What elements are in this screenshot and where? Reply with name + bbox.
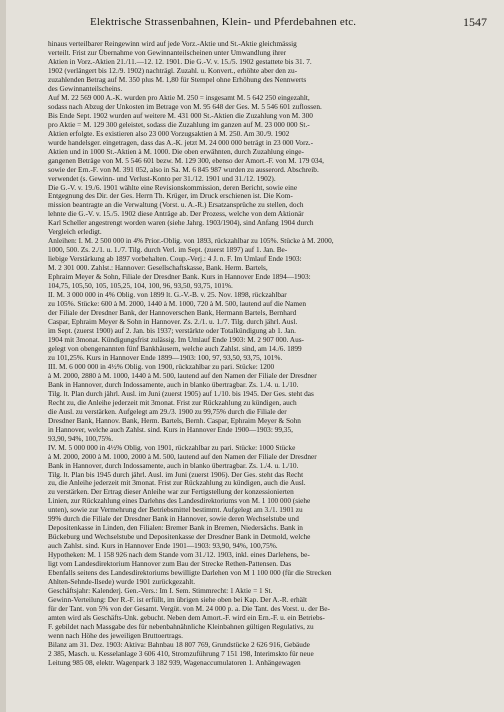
text-line: 93,90, 94%, 100,75%. (48, 434, 114, 443)
text-line: gelegt von obengenannten fünf Bankhäusern, welche auch Zahlst. sind, am 14./6. 1899 (48, 344, 302, 353)
text-line: wurde handelsger. eingetragen, dass das A.-K. jetzt M. 24 000 000 beträgt in 23 000 Vorz.- (48, 138, 313, 147)
text-line: Leitung 985 08, elektr. Wagenpark 3 182 939, Wagenaccumulatoren 1. Anhängewagen (48, 658, 301, 667)
text-line: Auf M. 22 569 000 A.-K. wurden pro Aktie M. 250 = insgesamt M. 5 642 250 eingezahlt, (48, 93, 310, 102)
text-line: Hypotheken: M. 1 158 926 nach dem Stande vom 31./12. 1903, inkl. eines Darlehens, be- (48, 551, 310, 560)
text-line: Dresdner Bank, Hannov. Bank, Herm. Bartels, Bernh. Caspar, Ephraim Meyer & Sohn (48, 416, 301, 425)
text-line: zu 101,25%. Kurs in Hannover Ende 1899—1903: 100, 97, 93,50, 93,75, 101%. (48, 353, 283, 362)
text-line: des Gewinnanteilscheins. (48, 84, 123, 93)
text-line: 2 385, Masch. u. Kesselanlage 3 606 410, Stromzuführung 7 151 198, Interimskto für neue (48, 649, 314, 658)
text-line: unten), sowie zur Vermehrung der Betriebsmittel bestimmt. Aufgelegt am 3./1. 1901 zu (48, 506, 303, 515)
text-line: sowie der Ern.-F. von M. 391 052, also in Sa. M. 6 845 987 wurden zu ausserord. Abschreib. (48, 165, 319, 174)
text-line: im Sept. (zuerst 1900) auf 2. Jan. bis 1937; verstärkte oder Totalkündigung ab 1. Jan. (48, 327, 297, 335)
text-line: ligt vom Landesdirektorium Hannover zum Bau der Strecke Rethen-Pattensen. Das (48, 560, 292, 569)
running-header (70, 15, 487, 29)
text-line: Linien, zur Rückzahlung eines Darlehns des Landesdirektoriums von M. 1 100 000 (siehe (48, 497, 311, 506)
text-line: Ebenfalls seitens des Landesdirektoriums bewilligte Darlehen von M 1 100 000 (für die Strecken (48, 569, 332, 578)
text-line: lehnte die G.-V. v. 15./5. 1902 diese Anträge ab. Der Prozess, welche von dem Aktionär (48, 210, 304, 219)
text-line: 1904 mit 3monat. Kündigungsfrist zulässig. Im Umlauf Ende 1903: M. 2 907 000. Aus- (48, 335, 304, 344)
text-line: M. 2 301 000. Zahlst.: Hannover: Gesellschaftskasse, Bank. Herm. Bartels, (48, 264, 268, 273)
text-line: Entgegnung des Dir. der Ges. Herrn Th. Krüger, im Druck erschienen ist. Die Kom- (48, 192, 293, 201)
text-line: 1902 (verlängert bis 12./9. 1902) nachträgl. Zuzahl. u. Konvert., erhöhte aber den zu- (48, 66, 298, 75)
text-line: Aktien in Vorz.-Aktien 21./11.—12. 12. 1901. Die G.-V. v. 15./5. 1902 gestattete bis 31. 7. (48, 57, 312, 66)
text-line: à M. 2000, 2000 à M. 1000, 2000 à M. 500, lautend auf den Namen der Filiale der Dresdner (48, 452, 317, 461)
text-line: auch Zahlst. sind. Kurs in Hannover Ende 1901—1903: 93,90, 94%, 100,75%. (48, 542, 278, 551)
text-line: gangenen Beträge von M. 5 546 601 bezw. M. 129 300, ebenso der Amort.-F. von M. 179 034, (48, 156, 324, 165)
text-line: hinaus verteilbarer Reingewinn wird auf jede Vorz.-Aktie und St.-Aktie gleichmässig (48, 40, 297, 48)
text-line: pro Aktie = M. 129 300 geleistet, sodass die Zuzahlung im ganzen auf M. 23 000 000 St.- (48, 120, 310, 129)
text-line: für der Tant. von 5% von der Gesamt. Vergüt. von M. 24 000 p. a. Die Tant. des Vorst. u. der Be- (48, 605, 330, 614)
text-line: sodass nach Abzug der Unkosten im Betrage von M. 95 648 der Ges. M. 5 546 601 zuflossen. (48, 102, 322, 111)
text-line: Tilg. lt. Plan durch jährl. Ausl. im Juni (zuerst 1905) auf 1./10. bis 1945. Der Ges. steht das (48, 389, 314, 398)
text-line: Bis Ende Sept. 1902 wurden auf weitere M. 431 000 St.-Aktien die Zuzahlung von M. 300 (48, 111, 313, 120)
text-line: Ephraim Meyer & Sohn, Filiale der Dresdner Bank. Kurs in Hannover Ende 1894—1903: (48, 273, 311, 282)
text-line: Anleihen: I. M. 2 500 000 in 4% Prior.-Oblig. von 1893, rückzahlbar zu 105%. Stücke à M. 2000, (48, 237, 334, 246)
text-line: II. M. 3 000 000 in 4% Oblig. von 1899 lt. G.-V.-B. v. 25. Nov. 1898, rückzahlbar (48, 291, 287, 300)
text-line: amten wird als Geschäfts-Unk. gebucht. Neben dem Amort.-F. wird ein Ern.-F. u. ein Betriebs- (48, 614, 325, 622)
text-line: Bank in Hannover, durch Indossamente, auch in blanko übertragbar. Zs. 1./4. u. 1./10. (48, 380, 299, 389)
text-line: zu verstärken. Der Ertrag dieser Anleihe war zur Fertigstellung der konzessionierten (48, 488, 294, 497)
text-line: Aktien erfolgte. Es existieren also 23 000 Vorzugsaktien à M. 250. Am 30./9. 1902 (48, 129, 290, 138)
text-line: Recht zu, die Anleihe jederzeit mit 3monat. Frist zur Rückzahlung zu kündigen, auch (48, 398, 297, 407)
text-line: mission beantragte an die Verwaltung (Vorst. u. A.-R.) Ersatzansprüche zu stellen, doch (48, 201, 304, 210)
text-line: zu, die Anleihe jederzeit mit 3monat. Frist zur Rückzahlung zu kündigen, auch die Ausl. (48, 479, 306, 488)
text-line: zu 105%. Stücke: 600 à M. 2000, 1440 à M. 1000, 720 à M. 500, lautend auf die Namen (48, 300, 306, 309)
text-line: Aktien und in 1000 St.-Aktien à M. 1000. Die oben erwähnten, durch Zuzahlung einge- (48, 147, 304, 156)
text-line: à M. 2000, 2880 à M. 1000, 1440 à M. 500, lautend auf den Namen der Filiale der Dresdner (48, 371, 317, 380)
binding-edge-shadow (0, 0, 6, 712)
text-line: Geschäftsjahr: Kalenderj. Gen.-Vers.: Im I. Sem. Stimmrecht: 1 Aktie = 1 St. (48, 587, 273, 596)
text-line: Die G.-V. v. 19./6. 1901 wählte eine Revisionskommission, deren Bericht, sowie eine (48, 183, 298, 192)
text-line: 1000, 500. Zs. 2./1. u. 1./7. Tilg. durch Verl. im Sept. (zuerst 1897) auf 1. Jan. Be- (48, 246, 288, 255)
text-line: der Filiale der Dresdner Bank, der Hannoverschen Bank, Hermann Bartels, Bernhard (48, 309, 297, 318)
text-line: in Hannover, welche auch Zahlst. sind. Kurs in Hannover Ende 1900—1903: 99,35, (48, 425, 293, 434)
text-line: Caspar, Ephraim Meyer & Sohn in Hannover. Zs. 2./1. u. 1./7. Tilg. durch jährl. Ausl. (48, 318, 298, 327)
text-line: zuzahlenden Betrag auf M. 350 plus M. 1,80 für Stempel ohne Erhöhung des Nennwerts (48, 75, 307, 84)
header-title: Elektrische Strassenbahnen, Klein- und Pferdebahnen etc. (90, 16, 357, 28)
text-line: verwendet (s. Gewinn- und Verlust-Konto per 31./12. 1901 und 31./12. 1902). (48, 174, 276, 183)
text-line: Vergleich erledigt. (48, 228, 102, 237)
text-line: Karl Scheller angestrengt worden waren (siehe Jahrg. 1903/1904), sind Anfang 1904 durch (48, 219, 314, 228)
text-line: verteilt. Frist zur Übernahme von Gewinnanteilscheinen unter Umwandlung ihrer (48, 48, 287, 57)
page-number: 1547 (463, 15, 487, 29)
text-line: die Ausl. zu verstärken. Aufgelegt am 29./3. 1900 zu 99,75% durch die Filiale der (48, 407, 287, 416)
text-line: 99% durch die Filiale der Dresdner Bank in Hannover, sowie deren Wechselstube und (48, 515, 299, 524)
text-line: IV. M. 5 000 000 in 4½% Oblig. von 1901, rückzahlbar zu pari. Stücke: 1000 Stücke (48, 443, 296, 452)
text-line: Bilanz am 31. Dez. 1903: Aktiva: Bahnbau 18 807 769, Grundstücke 2 626 916, Gebäude (48, 640, 310, 649)
text-line: Depositenkasse in Linden, den Filialen: Bremer Bank in Bremen, Niedersächs. Bank in (48, 524, 303, 533)
text-line: III. M. 6 000 000 in 4½% Oblig. von 1900, rückzahlbar zu pari. Stücke: 1200 (48, 362, 275, 371)
text-line: Bank in Hannover, durch Indossamente, auch in blanko übertragbar. Zs. 1./4. u. 1./10. (48, 461, 299, 470)
text-line: F. gebildet nach Massgabe des für nebenbahnähnliche Kleinbahnen gültigen Regulativs, zu (48, 622, 314, 631)
text-line: Gewinn-Verteilung: Der R.-F. ist erfüllt, im übrigen siehe oben bei Kap. Der A.-R. erhält (48, 596, 307, 605)
text-line: 104,75, 105,50, 105, 105,25, 104, 100, 96, 93,50, 93,75, 101%. (48, 282, 233, 291)
text-line: Bückeburg und Wechselstube und Depositenkasse der Dresdner Bank in Detmold, welche (48, 533, 311, 542)
text-line: Ahlten-Sehnde-Ilsede) wurde 1901 zurückgezahlt. (48, 578, 196, 587)
text-line: Tilg. lt. Plan bis 1945 durch jährl. Ausl. im Juni (zuerst 1906). Der Ges. steht das Recht (48, 470, 304, 479)
text-line: liebige Verstärkung ab 1897 vorbehalten. Coup.-Verj.: 4 J. n. F. Im Umlauf Ende 1903: (48, 255, 302, 264)
text-line: wenn nach Höhe des jeweiligen Bruttoertrags. (48, 631, 183, 640)
body-text (48, 40, 488, 668)
